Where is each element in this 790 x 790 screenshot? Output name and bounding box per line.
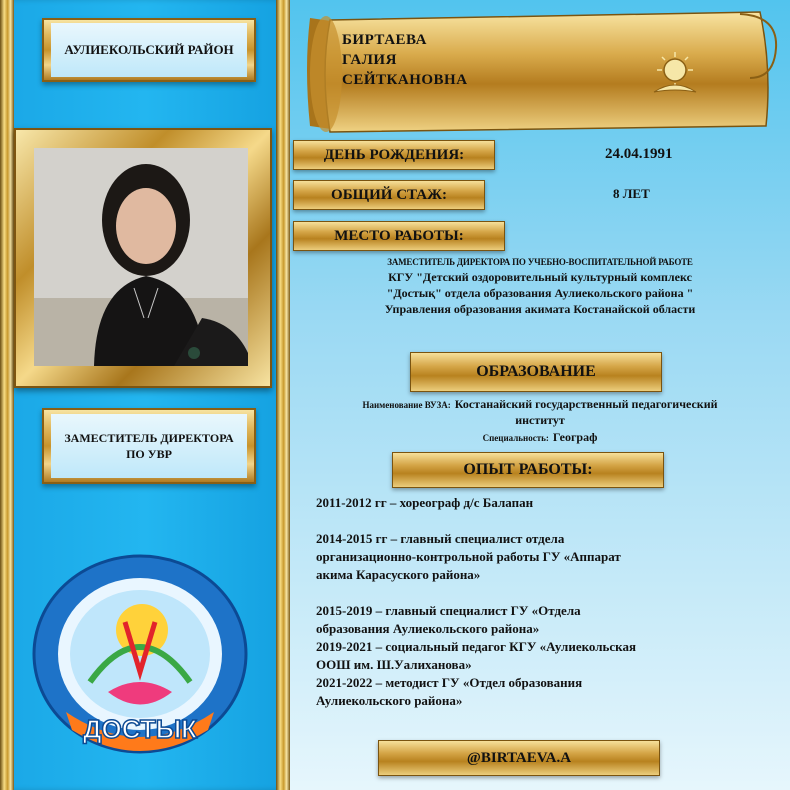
- social-handle: @BIRTAEVA.A: [378, 740, 660, 776]
- position-plaque: [42, 408, 256, 484]
- birth-label: ДЕНЬ РОЖДЕНИЯ:: [293, 140, 495, 170]
- gold-pillar-right: [276, 0, 290, 790]
- job-2-line-2: организационно-контрольной работы ГУ «Аппарат: [316, 549, 621, 564]
- specialty-label: Специальность:: [482, 433, 549, 443]
- experience-label: ОБЩИЙ СТАЖ:: [293, 180, 485, 210]
- sidebar: [0, 0, 290, 790]
- surname: БИРТАЕВА: [342, 32, 427, 48]
- district-label: АУЛИЕКОЛЬСКИЙ РАЙОН: [51, 23, 247, 77]
- education-details: [300, 395, 780, 446]
- district-plaque: [42, 18, 256, 82]
- work-experience-label: ОПЫТ РАБОТЫ:: [392, 452, 664, 488]
- dostyk-logo: [30, 552, 250, 757]
- photo-frame: [14, 128, 272, 388]
- kazakhstan-emblem-icon: [648, 48, 702, 102]
- experience-value: 8 ЛЕТ: [613, 186, 650, 201]
- work-details: [300, 256, 780, 317]
- university-value-1: Костанайский государственный педагогический: [454, 397, 718, 411]
- job-4-line-1: 2019-2021 – социальный педагог КГУ «Аулиекольская: [316, 639, 637, 654]
- birth-date: 24.04.1991: [605, 146, 673, 162]
- gold-pillar-left: [0, 0, 14, 790]
- specialty-value: Географ: [552, 430, 598, 444]
- job-2-line-1: 2014-2015 гг – главный специалист отдела: [316, 531, 565, 546]
- work-experience-list: [316, 494, 776, 710]
- portrait-photo: [34, 148, 248, 366]
- work-org-line-1: КГУ "Детский оздоровительный культурный комплекс: [388, 270, 692, 284]
- university-label: Наименование ВУЗА:: [362, 400, 451, 410]
- job-2-line-3: акима Карасуского района»: [316, 567, 481, 582]
- work-org-line-2: "Достық" отдела образования Аулиекольского района ": [386, 286, 694, 300]
- patronymic: СЕЙТКАНОВНА: [342, 72, 468, 88]
- job-3-line-1: 2015-2019 – главный специалист ГУ «Отдела: [316, 603, 581, 618]
- work-label: МЕСТО РАБОТЫ:: [293, 221, 505, 251]
- university-value-2: институт: [515, 413, 565, 427]
- education-label: ОБРАЗОВАНИЕ: [410, 352, 662, 392]
- job-4-line-2: ООШ им. Ш.Уалиханова»: [316, 657, 472, 672]
- dostyk-emblem-icon: [30, 552, 250, 757]
- work-org-line-3: Управления образования акимата Костанайской области: [384, 302, 696, 316]
- work-position-title: ЗАМЕСТИТЕЛЬ ДИРЕКТОРА ПО УЧЕБНО-ВОСПИТАТЕЛЬНОЙ РАБОТЕ: [387, 257, 693, 267]
- position-label: ЗАМЕСТИТЕЛЬ ДИРЕКТОРА ПО УВР: [51, 414, 247, 478]
- job-5-line-2: Аулиекольского района»: [316, 693, 463, 708]
- job-3-line-2: образования Аулиекольского района»: [316, 621, 540, 636]
- job-1: 2011-2012 гг – хореограф д/с Балапан: [316, 495, 534, 510]
- portrait-illustration: [34, 148, 248, 366]
- job-5-line-1: 2021-2022 – методист ГУ «Отдел образования: [316, 675, 583, 690]
- logo-text: ДОСТЫК: [82, 714, 198, 744]
- full-name: [342, 30, 468, 90]
- first-name: ГАЛИЯ: [342, 52, 397, 68]
